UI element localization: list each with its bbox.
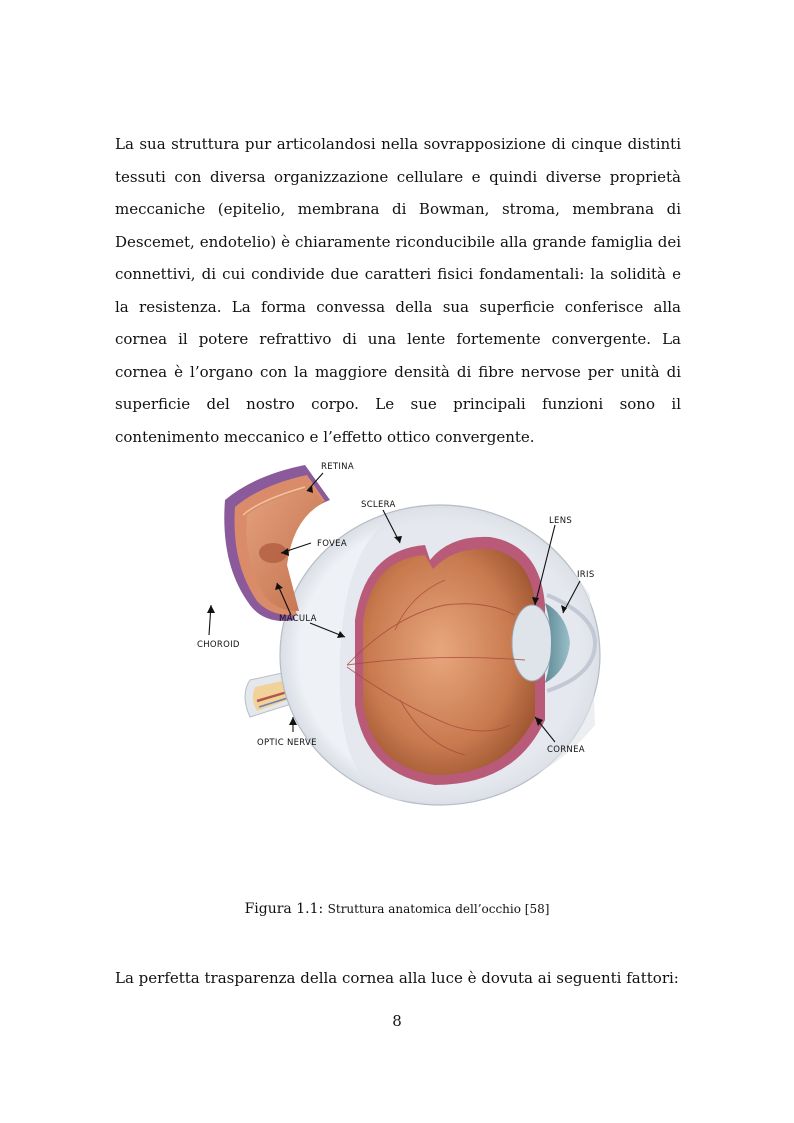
label-optic-nerve: OPTIC NERVE: [257, 738, 317, 748]
label-fovea: FOVEA: [317, 539, 347, 549]
label-choroid: CHOROID: [197, 640, 240, 650]
page-number: 8: [392, 1012, 402, 1030]
eye-anatomy-figure: [195, 455, 605, 825]
figure-caption: [0, 901, 794, 917]
label-macula: MACULA: [279, 614, 317, 624]
label-iris: IRIS: [577, 570, 595, 580]
eye-anatomy-illustration: [195, 455, 605, 825]
lens: [512, 605, 552, 681]
label-retina: RETINA: [321, 462, 354, 472]
caption-number: Figura 1.1:: [244, 901, 324, 917]
label-sclera: SCLERA: [361, 500, 396, 510]
label-lens: LENS: [549, 516, 573, 526]
body-paragraph: La sua struttura pur articolandosi nella sovrapposizione di cinque distinti tessuti con diversa organizzazione cellulare e quindi diverse proprietà meccaniche (epitelio, membrana di Bowman, stroma, membrana di Descemet, endotelio) è chiaramente riconducibile alla grande famiglia dei connettivi, di cui condivide due caratteri fisici fondamentali: la solidità e la resistenza. La forma convessa della sua superficie conferisce alla cornea il potere refrattivo di una lente fortemente convergente. La cornea è l’organo con la maggiore densità di fibre nervose per unità di superficie del nostro corpo. Le sue principali funzioni sono il contenimento meccanico e l’effetto ottico convergente.: [115, 135, 681, 446]
body-paragraph-2: La perfetta trasparenza della cornea alla luce è dovuta ai seguenti fattori:: [115, 969, 679, 987]
caption-text: Struttura anatomica dell’occhio [58]: [327, 902, 550, 916]
vitreous-chamber: [363, 549, 535, 775]
label-cornea: CORNEA: [547, 745, 585, 755]
